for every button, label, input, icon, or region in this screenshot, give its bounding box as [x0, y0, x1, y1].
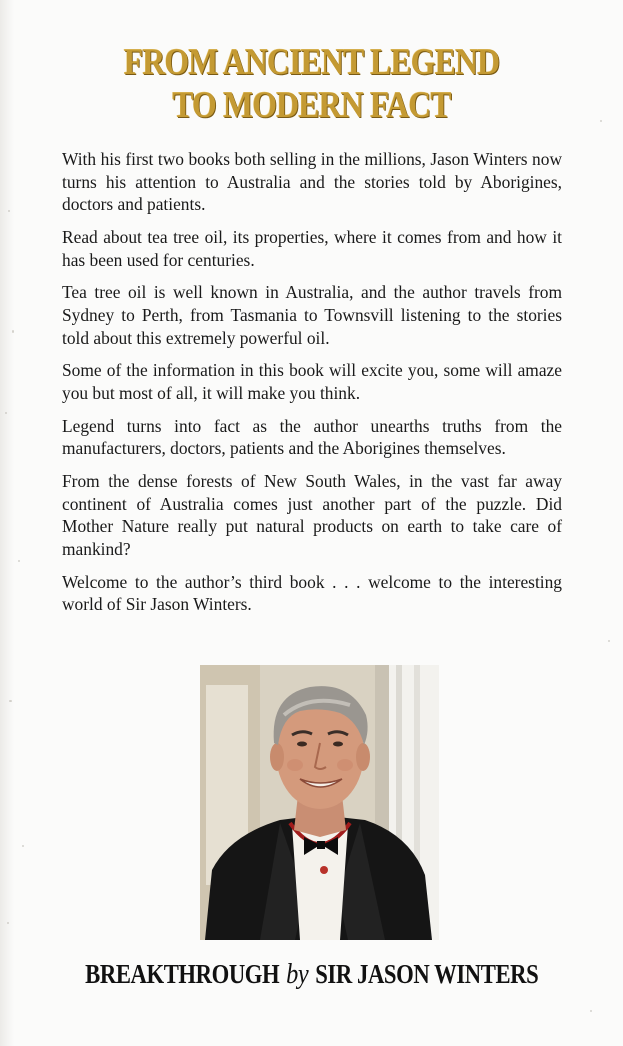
paper-speck	[9, 700, 12, 702]
paper-speck	[7, 922, 9, 924]
blurb-paragraph: Some of the information in this book will excite you, some will amaze you but most of all, it will make you think.	[62, 360, 562, 403]
paper-speck	[600, 120, 602, 122]
author-photo	[200, 665, 439, 940]
blurb	[62, 148, 562, 626]
cover-edge-shadow	[0, 0, 14, 1046]
paper-speck	[18, 560, 20, 562]
author-name: SIR JASON WINTERS	[314, 959, 539, 989]
author-portrait-illustration	[200, 665, 439, 940]
title-byline-inner	[85, 958, 538, 991]
headline-line-2: TO MODERN FACT	[172, 85, 451, 126]
paper-speck	[22, 845, 24, 847]
paper-speck	[8, 210, 10, 212]
paper-speck	[12, 330, 14, 333]
paper-speck	[5, 412, 7, 414]
blurb-paragraph: Welcome to the author’s third book . . . welcome to the interesting world of Sir Jason Winters.	[62, 571, 562, 615]
title-byline	[0, 958, 623, 991]
blurb-paragraph: Tea tree oil is well known in Australia, and the author travels from Sydney to Perth, from Tasmania to Townsvill listening to the stories told about this extremely powerful oil.	[62, 282, 562, 348]
headline-line-1: FROM ANCIENT LEGEND	[123, 42, 500, 83]
byline-by: by	[285, 958, 309, 990]
book-title: BREAKTHROUGH	[84, 959, 279, 989]
blurb-paragraph: Legend turns into fact as the author unearths truths from the manufacturers, doctors, patients and the Aborigines themselves.	[62, 415, 562, 459]
blurb-paragraph: Read about tea tree oil, its properties, where it comes from and how it has been used for centuries.	[62, 226, 562, 270]
paper-speck	[590, 1010, 592, 1012]
paper-speck	[608, 640, 610, 642]
blurb-paragraph: With his first two books both selling in the millions, Jason Winters now turns his attention to Australia and the stories told by Aborigines, doctors and patients.	[62, 149, 562, 215]
blurb-paragraph: From the dense forests of New South Wales, in the vast far away continent of Australia comes just another part of the puzzle. Did Mother Nature really put natural products on earth to take care of mankind?	[62, 471, 562, 559]
